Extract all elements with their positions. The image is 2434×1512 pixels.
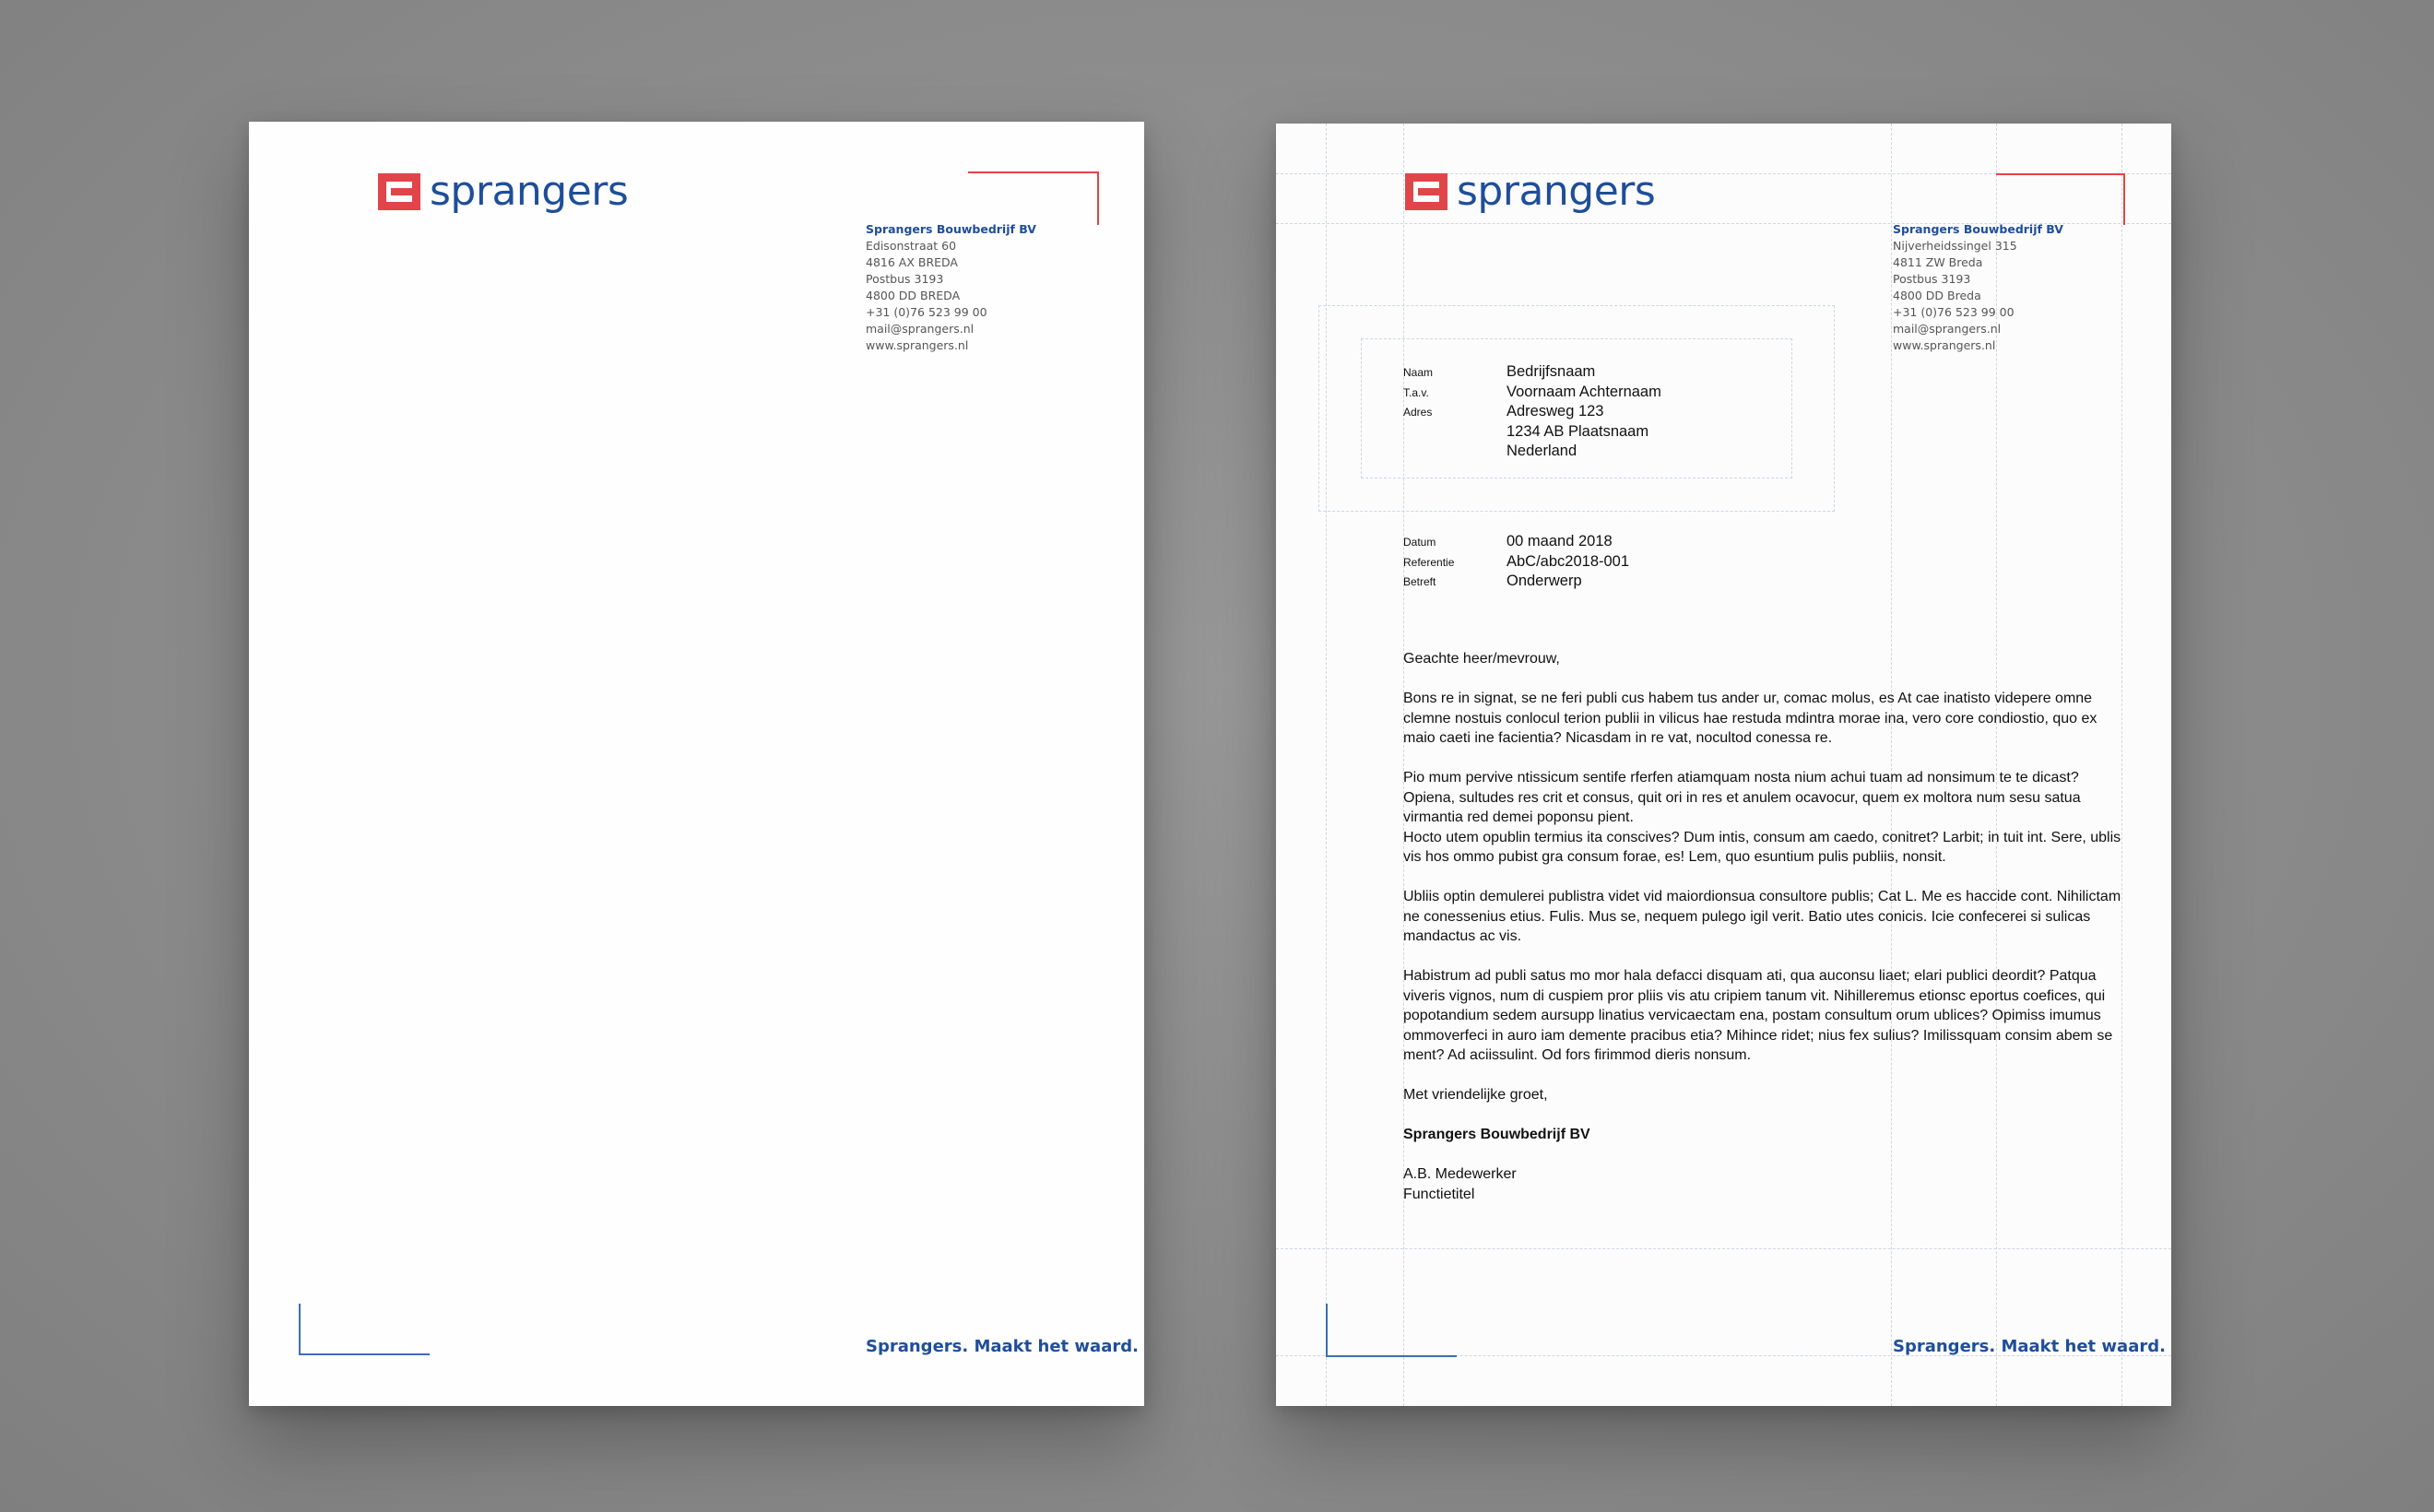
address-line: 4811 ZW Breda [1893, 255, 1983, 269]
field-value: Bedrijfsnaam [1506, 363, 1596, 380]
letterhead-blank [249, 122, 1144, 1406]
sprangers-logo-mark-icon [378, 173, 420, 210]
website-line: www.sprangers.nl [866, 338, 969, 352]
address-line: Postbus 3193 [866, 272, 944, 286]
paragraph: Habistrum ad publi satus mo mor hala defacci disquam ati, qua auconsu liaet; elari publici deordit? Patqua viveris vignos, num di cuspiem pror pliis vis atu cripiem tanum vit. Nihilleremus etionsc eportus coefices, qui popotandium sedem aursupp linatius vervicaectam ena, postam consultum orum ublices? Opimiss imumus ommoverfeci in auro iam demente pracibus etia? Mihince ridet; nius fex sulius? Imilissquam consim abem se ment? Ad aciissulint. Od fors firimmod dieris nonsum. [1403, 968, 2113, 1063]
paragraph: Hocto utem opublin termius ita conscives? Dum intis, consum am caedo, conitret? Larbit; in tuit int. Sere, ublis vis hos ommo pubist gra consum forae, es! Lem, quo esuntium pulis publiis, nonsit. [1403, 829, 2121, 865]
corner-bracket-red [1996, 173, 2125, 225]
address-line: 4816 AX BREDA [866, 255, 958, 269]
signer-name: A.B. Medewerker [1403, 1166, 1517, 1182]
address-line: Postbus 3193 [1893, 272, 1971, 286]
paragraph: Bons re in signat, se ne feri publi cus habem tus ander ur, comac molus, es At cae inatisto videpere omne clemne nostuis conlocul terion publii in vilicus hae restuda mdintra morae ina, vero core condiostio, quo ex maio caeti ine facientia? Nicasdam in re vat, nocultod conessa re. [1403, 691, 2097, 746]
corner-bracket-blue [1326, 1304, 1457, 1357]
meta-row-date [1403, 533, 1629, 553]
field-label: Adres [1403, 406, 1433, 419]
paragraph: Ubliis optin demulerei publistra videt vid maiordionsua consultore publis; Cat L. Me es haccide cont. Nihilictam ne conessenius etius. Fulis. Mus se, nequem pulego igil verit. Batio utes conicis. Icie confecerei si sulicas mandactus ac vis. [1403, 889, 2121, 944]
field-value: Onderwerp [1506, 573, 1582, 589]
address-line: 4800 DD BREDA [866, 289, 961, 302]
field-value: Adresweg 123 [1506, 403, 1604, 419]
field-value: AbC/abc2018-001 [1506, 552, 1630, 570]
recipient-row [1403, 403, 1661, 423]
phone-line: +31 (0)76 523 99 00 [866, 305, 987, 319]
sender-address [866, 221, 1036, 354]
letter-meta-block [1403, 533, 1629, 593]
field-value: 1234 AB Plaatsnaam [1506, 422, 1649, 440]
tagline: Sprangers. Maakt het waard. [1893, 1337, 2166, 1356]
website-line: www.sprangers.nl [1893, 338, 1996, 352]
corner-bracket-blue [299, 1304, 430, 1355]
letter-with-guides [1276, 124, 2171, 1406]
field-value: Nederland [1506, 443, 1577, 459]
field-label: Betreft [1403, 575, 1436, 588]
field-label: Referentie [1403, 555, 1455, 569]
logo-wordmark: sprangers [430, 168, 629, 215]
address-line: Edisonstraat 60 [866, 239, 957, 253]
closing: Met vriendelijke groet, [1403, 1087, 1548, 1103]
address-line: Nijverheidssingel 315 [1893, 239, 2017, 253]
field-value: 00 maand 2018 [1506, 533, 1613, 549]
letter-body [1403, 649, 2124, 1204]
recipient-row [1403, 384, 1661, 404]
logo-wordmark: sprangers [1457, 168, 1656, 215]
field-label: T.a.v. [1403, 385, 1429, 399]
signer-title: Functietitel [1403, 1186, 1475, 1202]
guide-line [1276, 1248, 2171, 1249]
email-line: mail@sprangers.nl [1893, 322, 2002, 336]
recipient-row [1403, 443, 1661, 463]
meta-row-reference [1403, 553, 1629, 573]
tagline: Sprangers. Maakt het waard. [866, 1337, 1139, 1356]
paragraph: Pio mum pervive ntissicum sentife rferfen atiamquam nosta nium achui tuam ad nonsimum te te dicast? Opiena, sultudes res crit et consus, quit ori in res et anulem ocavocur, quem ex moltora num sesu satua virmantia red demei poponsu pient. [1403, 770, 2081, 825]
phone-line: +31 (0)76 523 99 00 [1893, 305, 2015, 319]
sprangers-logo [1405, 168, 1656, 215]
recipient-block [1403, 363, 1661, 463]
sprangers-logo-mark-icon [1405, 173, 1447, 210]
address-line: 4800 DD Breda [1893, 289, 1981, 302]
field-label: Datum [1403, 536, 1436, 549]
meta-row-subject [1403, 573, 1629, 593]
sender-company: Sprangers Bouwbedrijf BV [866, 222, 1036, 236]
sender-company: Sprangers Bouwbedrijf BV [1893, 222, 2063, 236]
field-label: Naam [1403, 366, 1434, 379]
signature-company: Sprangers Bouwbedrijf BV [1403, 1127, 1590, 1142]
email-line: mail@sprangers.nl [866, 322, 975, 336]
salutation: Geachte heer/mevrouw, [1403, 651, 1560, 667]
corner-bracket-red [968, 171, 1099, 225]
field-value: Voornaam Achternaam [1506, 383, 1661, 400]
sender-address [1893, 221, 2063, 354]
recipient-row [1403, 363, 1661, 384]
sprangers-logo [378, 168, 629, 215]
recipient-row [1403, 423, 1661, 443]
